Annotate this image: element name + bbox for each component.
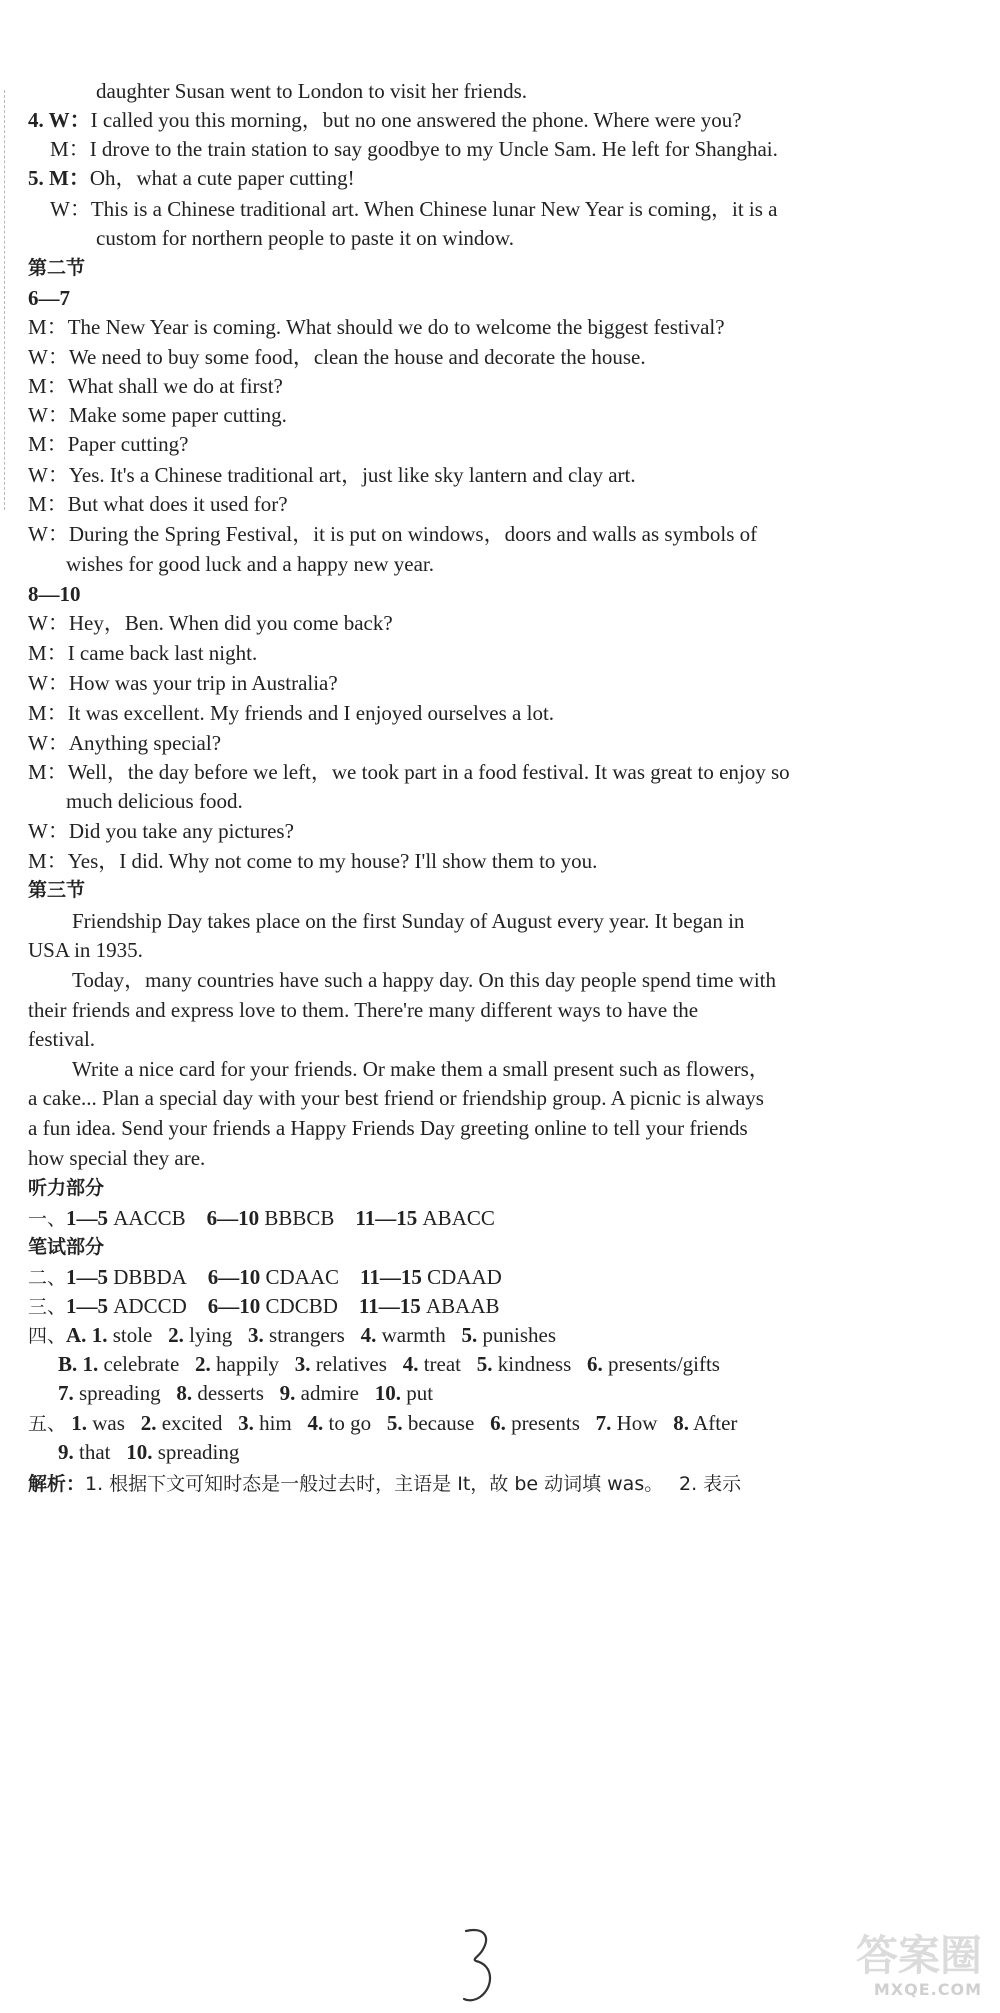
- watermark-logo: [796, 1923, 986, 2003]
- dialogue-line: much delicious food.: [66, 789, 243, 813]
- dialogue-line: M：What shall we do at first?: [28, 374, 283, 398]
- passage-line: festival.: [28, 1027, 96, 1051]
- analysis-line: 解析：1. 根据下文可知时态是一般过去时，主语是 It，故 be 动词填 was。 2. 表示: [28, 1473, 742, 1495]
- dialogue-line: W：During the Spring Festival，it is put on windows，doors and walls as symbols of: [28, 522, 758, 546]
- passage-line: Write a nice card for your friends. Or make them a small present such as flowers，: [72, 1057, 770, 1081]
- dialogue-line: M：It was excellent. My friends and I enjoyed ourselves a lot.: [28, 701, 555, 725]
- passage-line: a cake... Plan a special day with your best friend or friendship group. A picnic is always: [28, 1086, 764, 1110]
- answer-row-part2: 二、1—5 DBBDA 6—10 CDAAC 11—15 CDAAD: [28, 1265, 502, 1289]
- watermark-emblem: 答案圈: [855, 1931, 982, 1980]
- passage-line: how special they are.: [28, 1146, 206, 1170]
- page-number-handwritten: [460, 1925, 500, 2005]
- answer-row-part4a: 四、A. 1. stole 2. lying 3. strangers 4. warmth 5. punishes: [28, 1323, 556, 1347]
- dialogue-line: 4. W：I called you this morning，but no one answered the phone. Where were you?: [28, 108, 742, 132]
- page-number-glyph: [460, 1925, 500, 2005]
- dialogue-line: wishes for good luck and a happy new year.: [66, 552, 434, 576]
- dialogue-line: custom for northern people to paste it on window.: [96, 226, 514, 250]
- answer-row-part3: 三、1—5 ADCCD 6—10 CDCBD 11—15 ABAAB: [28, 1294, 500, 1318]
- dialogue-line: W：Make some paper cutting.: [28, 403, 287, 427]
- passage-line: USA in 1935.: [28, 938, 143, 962]
- dialogue-line: M：I drove to the train station to say goodbye to my Uncle Sam. He left for Shanghai.: [50, 137, 778, 161]
- dialogue-line: M：Yes，I did. Why not come to my house? I'll show them to you.: [28, 849, 598, 873]
- binding-edge-marks: [4, 90, 11, 510]
- dialogue-line: W：Anything special?: [28, 731, 222, 755]
- answer-row-part4b-cont: 7. spreading 8. desserts 9. admire 10. put: [58, 1381, 434, 1405]
- passage-line: Friendship Day takes place on the first Sunday of August every year. It began in: [72, 909, 745, 933]
- dialogue-line: M：The New Year is coming. What should we do to welcome the biggest festival?: [28, 315, 725, 339]
- dialogue-line: M：Paper cutting?: [28, 432, 189, 456]
- dialogue-line: W：This is a Chinese traditional art. When Chinese lunar New Year is coming，it is a: [50, 197, 778, 221]
- passage-line: Today，many countries have such a happy day. On this day people spend time with: [72, 968, 777, 992]
- dialogue-line: W：Yes. It's a Chinese traditional art，just like sky lantern and clay art.: [28, 463, 636, 487]
- dialogue-line: 5. M：Oh，what a cute paper cutting!: [28, 166, 355, 190]
- dialogue-line: W：How was your trip in Australia?: [28, 671, 338, 695]
- dialogue-line: M：Well，the day before we left，we took part in a food festival. It was great to enjoy so: [28, 760, 790, 784]
- answer-row-part5-cont: 9. that 10. spreading: [58, 1440, 240, 1464]
- written-heading: 笔试部分: [28, 1236, 105, 1258]
- passage-line: their friends and express love to them. There're many different ways to have the: [28, 998, 699, 1022]
- dialogue-line: M：But what does it used for?: [28, 492, 288, 516]
- question-group-label: 8—10: [28, 582, 81, 606]
- dialogue-line: W：We need to buy some food，clean the house and decorate the house.: [28, 345, 646, 369]
- answer-row-part5: 五、 1. was 2. excited 3. him 4. to go 5. because 6. presents 7. How 8. After: [28, 1411, 738, 1435]
- dialogue-line: M：I came back last night.: [28, 641, 258, 665]
- answer-row-listening: 一、1—5 AACCB 6—10 BBBCB 11—15 ABACC: [28, 1206, 495, 1230]
- section-heading: 第三节: [28, 879, 86, 901]
- question-group-label: 6—7: [28, 286, 70, 310]
- answer-row-part4b: B. 1. celebrate 2. happily 3. relatives 4. treat 5. kindness 6. presents/gifts: [58, 1352, 720, 1376]
- dialogue-line: W：Hey，Ben. When did you come back?: [28, 611, 393, 635]
- watermark-text: MXQE.COM: [873, 1980, 982, 1999]
- listening-heading: 听力部分: [28, 1177, 105, 1199]
- dialogue-line: daughter Susan went to London to visit her friends.: [96, 79, 528, 103]
- dialogue-line: W：Did you take any pictures?: [28, 819, 294, 843]
- passage-line: a fun idea. Send your friends a Happy Friends Day greeting online to tell your friends: [28, 1116, 748, 1140]
- section-heading: 第二节: [28, 257, 86, 279]
